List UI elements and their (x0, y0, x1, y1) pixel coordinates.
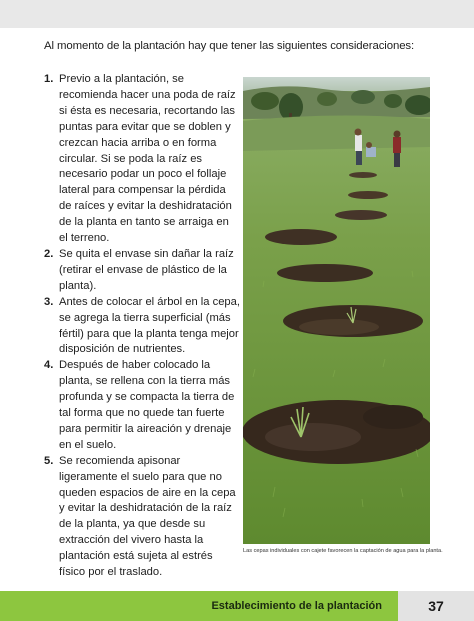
photo-caption: Las cepas individuales con cajete favorecen la captación de agua para la planta. (243, 548, 443, 554)
list-item (44, 358, 240, 453)
item-number: 4. (44, 359, 54, 372)
planting-field-photo (243, 77, 430, 544)
page-number-box (398, 591, 474, 621)
item-number: 1. (44, 73, 54, 85)
list-item (44, 247, 240, 295)
top-bar (0, 0, 474, 28)
item-text: Se quita el envase sin dañar la raíz (retirar el envase de plástico de la planta). (59, 247, 234, 292)
photo-illustration (243, 77, 430, 544)
item-number: 3. (44, 295, 54, 308)
page-number: 37 (428, 598, 444, 614)
list-item (44, 295, 240, 359)
considerations-list (44, 72, 240, 581)
item-number: 5. (44, 454, 54, 467)
footer (0, 591, 474, 621)
item-text: Antes de colocar el árbol en la cepa, se agrega la tierra superficial (más fértil) para que la planta tenga mejor disposición de nutrientes. (59, 295, 240, 356)
item-text: Previo a la plantación, se recomienda hacer una poda de raíz si ésta es necesaria, recortando las puntas para evitar que se doblen y crezcan hacia arriba o en forma circular. Si se poda la raíz es necesario podar un poco el follaje lateral para compensar la pérdida de raíces y evitar la deshidratación de la planta en tanto se arraiga en el terreno. (59, 73, 236, 245)
item-number: 2. (44, 247, 54, 260)
intro-text: Al momento de la plantación hay que tener las siguientes consideraciones: (44, 40, 415, 52)
list-item (44, 72, 240, 247)
item-text: Después de haber colocado la planta, se rellena con la tierra más profunda y se compacta la tierra de tal forma que no quede tan fuerte para permitir la aireación y drenaje en el suelo. (59, 359, 235, 451)
section-title: Establecimiento de la plantación (211, 600, 382, 612)
item-text: Se recomienda apisonar ligeramente el suelo para que no queden espacios de aire en la cepa y evitar la deshidratación de la raíz de la planta, ya que desde su extracción del vivero hasta la plantación está sujeta al estrés físico por el traslado. (59, 454, 236, 579)
list-item (44, 454, 240, 581)
footer-title-band (0, 591, 398, 621)
